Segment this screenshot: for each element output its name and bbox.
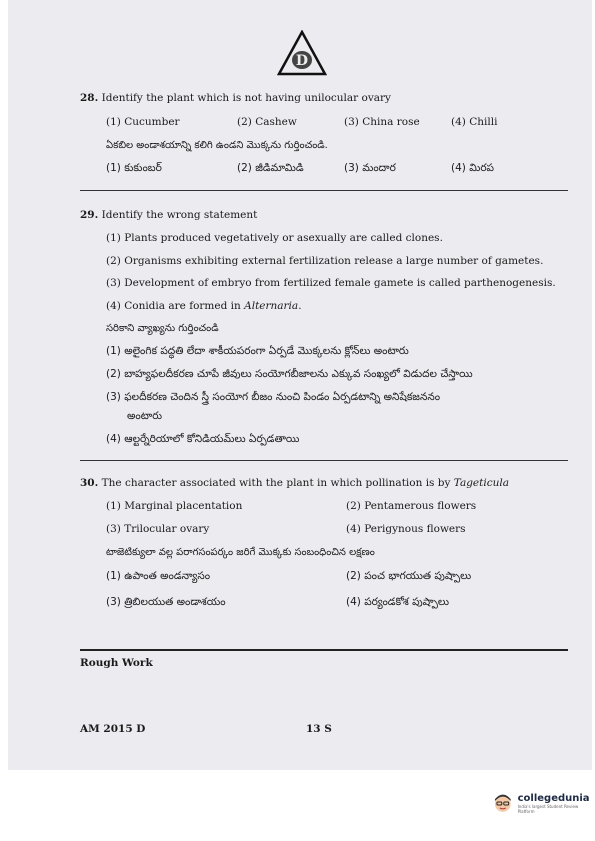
q29-telugu-text: సరికాని వ్యాఖ్యను గుర్తించండి <box>106 323 219 334</box>
q30-option-3: (3) Trilocular ovary <box>106 523 210 535</box>
q29-option-3: (3) Development of embryo from fertilized female gamete is called parthenogenesis. <box>106 277 556 289</box>
rough-work-divider <box>80 649 568 651</box>
q28-te-option-3: (3) మందార <box>344 162 396 174</box>
question-text: Identify the plant which is not having unilocular ovary <box>101 92 391 104</box>
question-28 <box>80 92 391 104</box>
brand-logo <box>492 792 595 814</box>
q30-te-option-3: (3) త్రిబిలయుత అండాశయం <box>106 596 226 608</box>
question-number: 30. <box>80 477 99 489</box>
q30-option-4: (4) Perigynous flowers <box>346 523 466 535</box>
q28-telugu-text: ఏకబిల అండాశయాన్ని కలిగి ఉండని మొక్కను గుర్తించండి. <box>106 140 328 151</box>
q29-te-option-3-cont: అంటారు <box>127 410 163 422</box>
divider <box>80 460 568 461</box>
question-number: 29. <box>80 209 99 221</box>
q28-te-option-2: (2) జీడిమామిడి <box>237 162 304 174</box>
q29-te-option-1: (1) అలైంగిక పద్ధతి లేదా శాకీయపరంగా ఏర్పడే మొక్కలను క్లోన్‌లు అంటారు <box>106 345 409 357</box>
paper-sheet <box>8 0 592 770</box>
q29-option-1: (1) Plants produced vegetatively or asexually are called clones. <box>106 232 443 244</box>
question-29 <box>80 209 257 221</box>
set-badge-triangle-icon <box>277 30 327 76</box>
brand-tagline: India's largest Student Review Platform <box>517 803 579 814</box>
q28-option-1: (1) Cucumber <box>106 116 180 128</box>
set-code-label: D <box>295 53 309 69</box>
q30-telugu-text: టాజెటిక్యులా వల్ల పరాగసంపర్కం జరిగే మొక్కకు సంబంధించిన లక్షణం <box>106 547 375 558</box>
q29-option-4: (4) Conidia are formed in Alternaria. <box>106 300 302 312</box>
question-text: Identify the wrong statement <box>101 209 258 221</box>
q30-te-option-2: (2) పంచ భాగయుత పుష్పాలు <box>346 570 472 582</box>
q28-option-2: (2) Cashew <box>237 116 297 128</box>
question-30: 30. The character associated with the plant in which pollination is by Tageticula <box>80 477 509 489</box>
q29-te-option-3: (3) ఫలదీకరణ చెందిన స్త్రీ సంయోగ బీజం నుంచి పిండం ఏర్పడటాన్ని అనిషేకజననం <box>106 391 441 403</box>
q30-option-1: (1) Marginal placentation <box>106 500 243 512</box>
question-number: 28. <box>80 92 99 104</box>
q28-option-3: (3) China rose <box>344 116 420 128</box>
q30-te-option-4: (4) పర్యండకోశ పుష్పాలు <box>346 596 449 608</box>
q28-te-option-4: (4) మిరప <box>451 162 495 174</box>
brand-name: collegedunia <box>517 792 590 804</box>
q30-te-option-1: (1) ఉపాంత అండన్యాసం <box>106 570 211 582</box>
q29-te-option-4: (4) ఆల్టర్నేరియాలో కోనిడియమ్‌లు ఏర్పడతాయి <box>106 433 300 445</box>
rough-work-label: Rough Work <box>80 657 153 669</box>
q29-te-option-2: (2) బాహ్యఫలదీకరణ చూపే జీవులు సంయోగబీజాలను ఎక్కువ సంఖ్యలో విడుదల చేస్తాయి <box>106 368 473 380</box>
q29-option-2: (2) Organisms exhibiting external fertilization release a large number of gametes. <box>106 255 544 267</box>
question-text: The character associated with the plant in which pollination is by <box>101 477 454 489</box>
q28-option-4: (4) Chilli <box>451 116 498 128</box>
page-number: 13 S <box>306 723 332 735</box>
q30-option-2: (2) Pentamerous flowers <box>346 500 477 512</box>
exam-code: AM 2015 D <box>80 723 146 735</box>
divider <box>80 190 568 191</box>
mascot-icon <box>492 792 514 814</box>
q28-te-option-1: (1) కుకుంబర్ <box>106 162 162 174</box>
